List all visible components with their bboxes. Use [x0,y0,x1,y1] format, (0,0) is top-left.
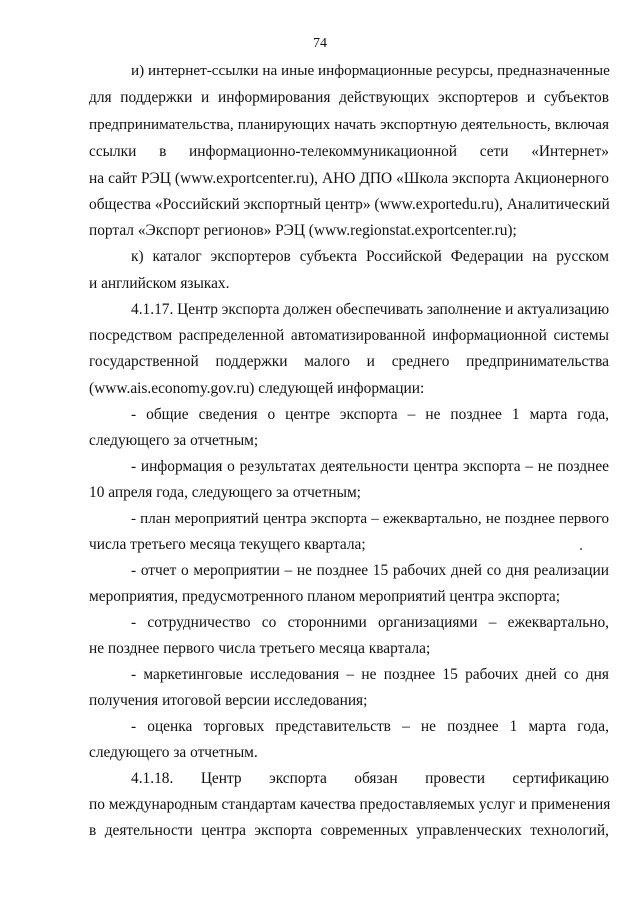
list-item: - общие сведения о центре экспорта – не позднее 1 марта года, [131,406,609,423]
list-item: - сотрудничество со сторонними организациями – ежеквартально, [131,614,609,631]
text-line: для поддержки и информирования действующих экспортеров и субъектов [89,89,609,106]
list-item: - отчет о мероприятии – не позднее 15 рабочих дней со дня реализации [131,562,609,579]
text-line: следующего за отчетным; [89,432,259,449]
text-line: в деятельности центра экспорта современных управленческих технологий, [89,822,609,839]
text-line: получения итоговой версии исследования; [89,692,368,709]
text-line: 10 апреля года, следующего за отчетным; [89,484,361,501]
text-line: 4.1.18. Центр экспорта обязан провести сертификацию [131,770,609,787]
text-line: государственной поддержки малого и среднего предпринимательства [89,353,609,370]
text-line: числа третьего месяца текущего квартала; [89,536,366,553]
text-line: к) каталог экспортеров субъекта Российской Федерации на русском [131,248,609,265]
text-line: следующего за отчетным. [89,744,258,761]
text-line: и) интернет-ссылки на иные информационные ресурсы, предназначенные [131,62,610,79]
text-line: предпринимательства, планирующих начать экспортную деятельность, включая [89,116,609,133]
text-line: мероприятия, предусмотренного планом мероприятий центра экспорта; [89,588,560,605]
text-line: по международным стандартам качества предоставляемых услуг и применения [89,796,611,813]
text-line: 4.1.17. Центр экспорта должен обеспечивать заполнение и актуализацию [131,301,610,318]
text-line: (www.ais.economy.gov.ru) следующей информации: [89,380,425,397]
page-number: 74 [313,36,327,51]
text-line: и английском языках. [89,275,230,292]
text-line: на сайт РЭЦ (www.exportcenter.ru), АНО ДПО «Школа экспорта Акционерного [89,170,609,187]
scan-speck [580,548,582,550]
text-line: общества «Российский экспортный центр» (www.exportedu.ru), Аналитический [89,196,610,213]
text-line: посредством распределенной автоматизированной информационной системы [89,327,609,344]
text-line: не позднее первого числа третьего месяца квартала; [89,640,431,657]
text-line: ссылки в информационно-телекоммуникационной сети «Интернет» [89,143,609,160]
list-item: - оценка торговых представительств – не позднее 1 марта года, [131,718,609,735]
list-item: - информация о результатах деятельности центра экспорта – не позднее [131,458,609,475]
list-item: - маркетинговые исследования – не позднее 15 рабочих дней со дня [131,666,609,683]
text-line: портал «Экспорт регионов» РЭЦ (www.regionstat.exportcenter.ru); [89,222,517,239]
list-item: - план мероприятий центра экспорта – ежеквартально, не позднее первого [131,511,609,527]
